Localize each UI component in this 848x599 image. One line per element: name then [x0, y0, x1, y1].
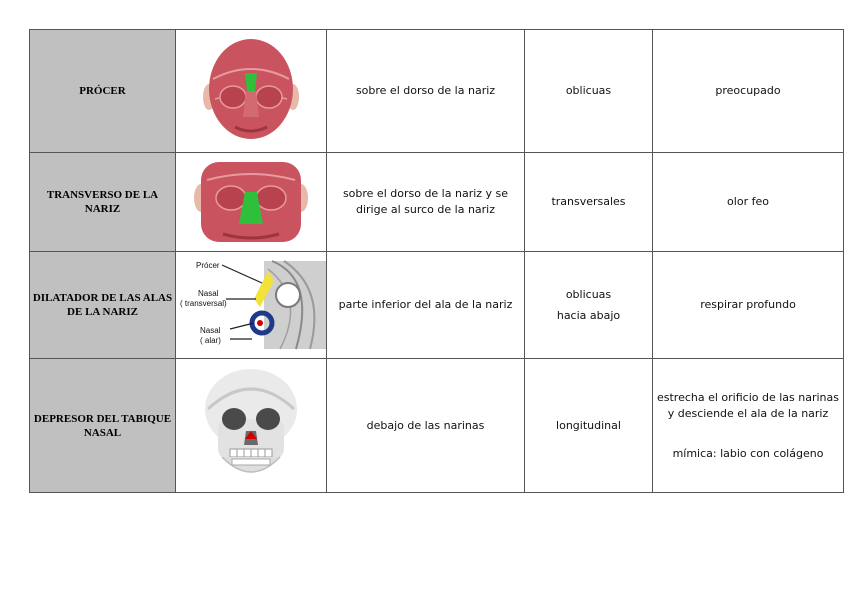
face-muscles-procer-icon: [201, 39, 301, 143]
muscle-image-cell: [176, 359, 327, 493]
table-row: [30, 153, 844, 252]
expression-cell: [653, 153, 844, 252]
muscle-image-cell: [176, 30, 327, 153]
location-cell: [327, 252, 525, 359]
muscle-table: [29, 29, 844, 493]
direction-cell: [525, 359, 653, 493]
face-muscles-transverse-nasal-icon: [193, 162, 309, 242]
expression-cell: [653, 359, 844, 493]
direction-text: longitudinal: [556, 418, 621, 432]
nose-diagram-icon: [176, 259, 326, 351]
muscle-name-cell: [30, 359, 176, 493]
table-row: [30, 30, 844, 153]
location-text: sobre el dorso de la nariz: [355, 84, 496, 97]
location-cell: [327, 153, 525, 252]
spacer: [653, 422, 843, 446]
diagram-label: ( transversal): [180, 299, 227, 308]
location-text: debajo de las narinas: [366, 418, 485, 432]
expression-text: preocupado: [715, 84, 781, 97]
direction-cell: [525, 153, 653, 252]
location-text: parte inferior del ala de la nariz: [338, 298, 513, 311]
diagram-label: Nasal: [200, 326, 221, 335]
expression-cell: [653, 252, 844, 359]
expression-text: estrecha el orificio de las narinas y desciende el ala de la nariz: [656, 390, 839, 420]
table-row: [30, 252, 844, 359]
expression-text: respirar profundo: [700, 298, 796, 311]
direction-text: oblicuas: [565, 84, 612, 97]
muscle-name-cell: [30, 30, 176, 153]
direction-text: oblicuas: [565, 287, 612, 301]
muscle-name: PRÓCER: [79, 85, 126, 97]
expression-text: mímica: labio con colágeno: [672, 446, 824, 460]
direction-text: transversales: [551, 195, 626, 208]
muscle-name: DEPRESOR DEL TABIQUE NASAL: [33, 412, 172, 439]
muscle-name: TRANSVERSO DE LA NARIZ: [46, 189, 159, 215]
muscle-name-cell: [30, 252, 176, 359]
muscle-image-cell: [176, 252, 327, 359]
location-cell: [327, 359, 525, 493]
direction-cell: [525, 252, 653, 359]
direction-text: hacia abajo: [556, 308, 621, 322]
location-cell: [327, 30, 525, 153]
muscle-name: DILATADOR DE LAS ALAS DE LA NARIZ: [32, 292, 173, 318]
skull-icon: [196, 369, 306, 483]
diagram-label: Prócer: [196, 261, 220, 270]
location-text: sobre el dorso de la nariz y se dirige al surco de la nariz: [342, 187, 509, 216]
diagram-label: ( alar): [200, 336, 221, 345]
table-row: [30, 359, 844, 493]
muscle-image-cell: [176, 153, 327, 252]
expression-cell: [653, 30, 844, 153]
diagram-label: Nasal: [198, 289, 219, 298]
direction-cell: [525, 30, 653, 153]
expression-text: olor feo: [727, 195, 769, 208]
muscle-name-cell: [30, 153, 176, 252]
